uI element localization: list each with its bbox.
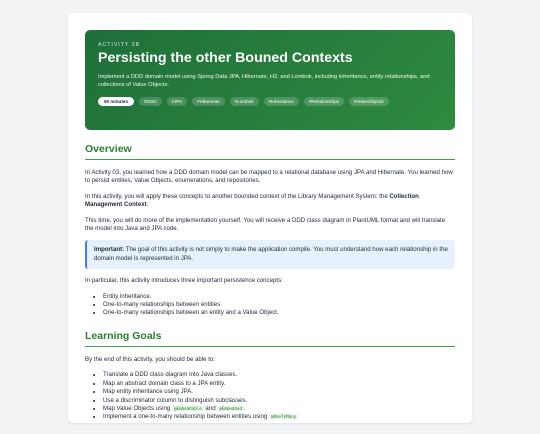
list-item: • One-to-many relationships between entities. (103, 301, 455, 309)
tag-ddd: #DDD (139, 97, 162, 106)
tag-relationships: #Relationships (304, 97, 344, 106)
page-subtitle: Implement a DDD domain model using Spring Data JPA, Hibernate, H2, and Lombok, including inheritance, entity relationships, and collections of Value Objects. (98, 73, 430, 88)
list-item: • Use a discriminator column to distinguish subclasses. (103, 397, 455, 405)
tag-inheritance: #Inheritance (264, 97, 299, 106)
list-item: • Map an abstract domain class to a JPA entity. (103, 380, 455, 388)
list-item (103, 405, 455, 413)
activity-card (68, 13, 472, 423)
tag-hibernate: #Hibernate (192, 97, 224, 106)
text-span: The goal of this activity is not simply to make the application compile. You must understand how each relationship in the domain model is represented in JPA. (94, 246, 448, 262)
text-span: Map Value Objects using (103, 404, 172, 412)
goals-intro: By the end of this activity, you should be able to: (85, 355, 215, 363)
activity-hero (85, 30, 455, 130)
callout-label: Important: (94, 246, 125, 254)
text-span: In this activity, you will apply these concepts to another bounded context of the Library Management System: the (85, 192, 390, 200)
activity-content (85, 143, 455, 434)
list-item: • Entity inheritance. (103, 293, 455, 301)
overview-paragraph (85, 193, 455, 210)
text-span: . (146, 201, 149, 209)
goals-list (85, 371, 455, 421)
learning-goals-heading: Learning Goals (85, 330, 455, 347)
code-embeddable: @Embeddable (174, 405, 202, 411)
list-item: • Translate a DDD class diagram into Java classes. (103, 371, 455, 379)
tag-lombok: #Lombok (230, 97, 259, 106)
text-span: . (244, 404, 246, 412)
context-name: Collection Management Context (85, 192, 419, 209)
code-embedded: @Embedded (219, 405, 242, 411)
text-span: Implement a one-to-many relationship between entities using (103, 413, 269, 421)
tag-valueobjects: #ValueObjects (349, 97, 389, 106)
overview-heading: Overview (85, 143, 455, 160)
duration-badge: 90 minutes (98, 97, 134, 106)
overview-paragraph: In particular, this activity introduces three important persistence concepts: (85, 277, 283, 285)
code-onetomany: @OneToMany (270, 414, 297, 420)
list-item: • One-to-many relationships between an entity and a Value Object. (103, 309, 455, 317)
tag-list (98, 97, 442, 106)
concept-list (85, 293, 455, 318)
tag-jpa: #JPA (167, 97, 188, 106)
list-item (103, 413, 455, 421)
important-callout (85, 240, 455, 269)
list-item: • Map entity inheritance using JPA. (103, 388, 455, 396)
overview-paragraph: In Activity 03, you learned how a DDD domain model can be mapped to a relational database using JPA and Hibernate. You learned how to persist entities, Value Objects, enumerations, and repositories. (85, 169, 453, 185)
callout-text (94, 246, 448, 263)
activity-eyebrow: ACTIVITY 3B (98, 42, 141, 48)
page-title: Persisting the other Bouned Contexts (98, 50, 353, 66)
text-span: and (203, 404, 218, 412)
overview-paragraph: This time, you will do more of the implementation yourself. You will receive a DDD class diagram in PlantUML format and will translate the model into Java and JPA code. (85, 216, 446, 233)
